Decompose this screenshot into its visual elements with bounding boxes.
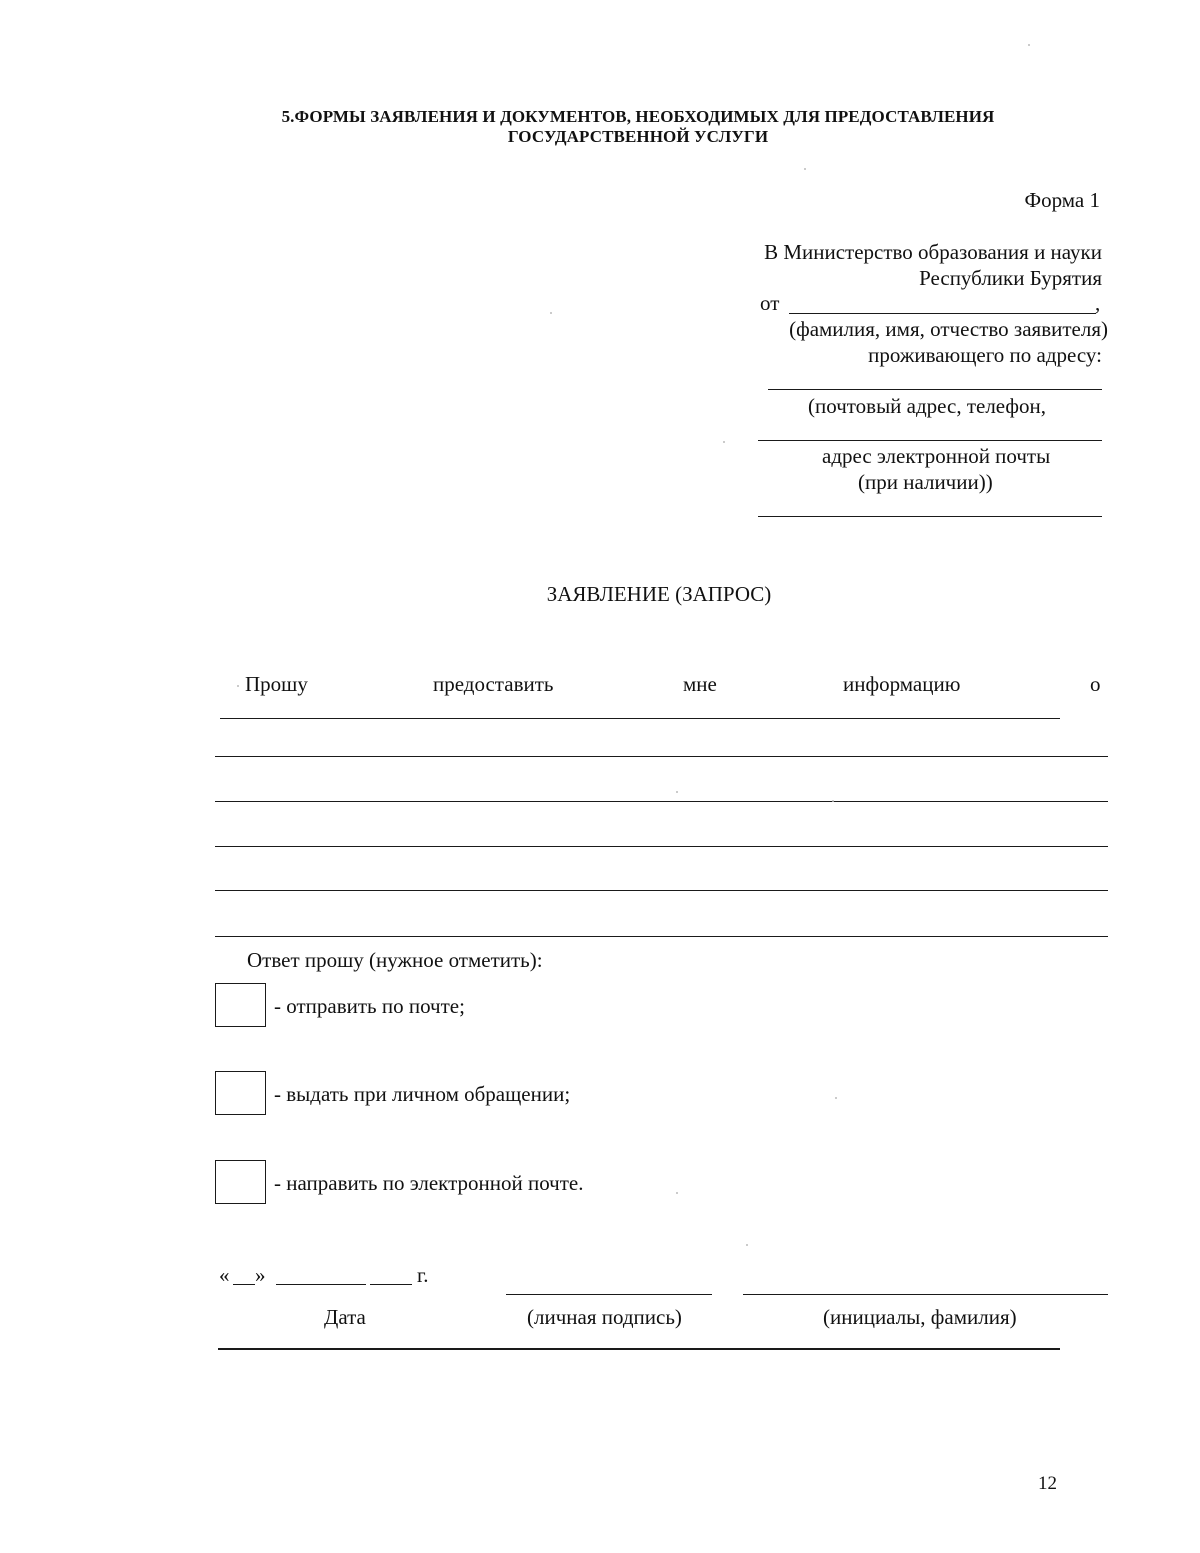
scan-speck (676, 791, 678, 793)
date-close-quote: » (255, 1263, 266, 1287)
request-line-6[interactable] (215, 936, 1108, 937)
request-line-2[interactable] (215, 756, 1108, 757)
scan-speck (550, 312, 552, 314)
date-year-line[interactable] (370, 1284, 412, 1285)
from-label: от (760, 291, 780, 315)
scan-speck (723, 441, 725, 443)
form-label: Форма 1 (1024, 188, 1100, 212)
request-word-1: Прошу (245, 672, 308, 696)
checkbox-mail[interactable] (215, 983, 266, 1027)
signature-caption: (личная подпись) (527, 1305, 682, 1329)
document-title: ЗАЯВЛЕНИЕ (ЗАПРОС) (546, 582, 772, 606)
bottom-rule (218, 1348, 1060, 1350)
address-line-1[interactable] (768, 389, 1102, 390)
scan-speck (835, 1097, 837, 1099)
date-caption: Дата (324, 1305, 366, 1329)
option-in-person-label: - выдать при личном обращении; (274, 1082, 571, 1106)
date-day-line[interactable] (233, 1284, 255, 1285)
email-caption: адрес электронной почты (822, 444, 1051, 468)
applicant-name-caption: (фамилия, имя, отчество заявителя) (789, 317, 1108, 341)
section-heading-line2: ГОСУДАРСТВЕННОЙ УСЛУГИ (507, 127, 769, 146)
section-heading (0, 107, 1200, 147)
checkbox-email[interactable] (215, 1160, 266, 1204)
request-line-3[interactable] (215, 801, 1108, 802)
request-word-3: мне (683, 672, 717, 696)
request-line-4[interactable] (215, 846, 1108, 847)
address-line-2[interactable] (758, 440, 1102, 441)
request-word-4: информацию (843, 672, 961, 696)
residing-label: проживающего по адресу: (868, 343, 1102, 367)
addressee-line2: Республики Бурятия (919, 266, 1102, 290)
date-month-line[interactable] (276, 1284, 366, 1285)
email-note: (при наличии)) (858, 470, 993, 494)
option-mail-label: - отправить по почте; (274, 994, 465, 1018)
applicant-name-line[interactable] (789, 313, 1096, 314)
scan-speck (832, 800, 834, 802)
scan-speck (746, 1244, 748, 1246)
scan-speck (676, 1192, 678, 1194)
email-line[interactable] (758, 516, 1102, 517)
request-line-5[interactable] (215, 890, 1108, 891)
from-comma: , (1095, 291, 1101, 315)
scan-speck (237, 685, 239, 687)
request-line-1[interactable] (220, 718, 1060, 719)
name-caption: (инициалы, фамилия) (823, 1305, 1017, 1329)
year-suffix: г. (417, 1263, 429, 1287)
signature-line[interactable] (506, 1294, 712, 1295)
scan-speck (1028, 44, 1030, 46)
request-word-5: о (1090, 672, 1101, 696)
address-caption: (почтовый адрес, телефон, (808, 394, 1046, 418)
scan-speck (804, 168, 806, 170)
request-word-2: предоставить (433, 672, 554, 696)
page-number: 12 (1038, 1473, 1057, 1494)
section-heading-line1: 5.ФОРМЫ ЗАЯВЛЕНИЯ И ДОКУМЕНТОВ, НЕОБХОДИМЫХ ДЛЯ ПРЕДОСТАВЛЕНИЯ (281, 107, 995, 126)
response-label: Ответ прошу (нужное отметить): (247, 948, 543, 972)
name-line[interactable] (743, 1294, 1108, 1295)
option-email-label: - направить по электронной почте. (274, 1171, 584, 1195)
date-open-quote: « (219, 1263, 230, 1287)
addressee-line1: В Министерство образования и науки (764, 240, 1102, 264)
checkbox-in-person[interactable] (215, 1071, 266, 1115)
